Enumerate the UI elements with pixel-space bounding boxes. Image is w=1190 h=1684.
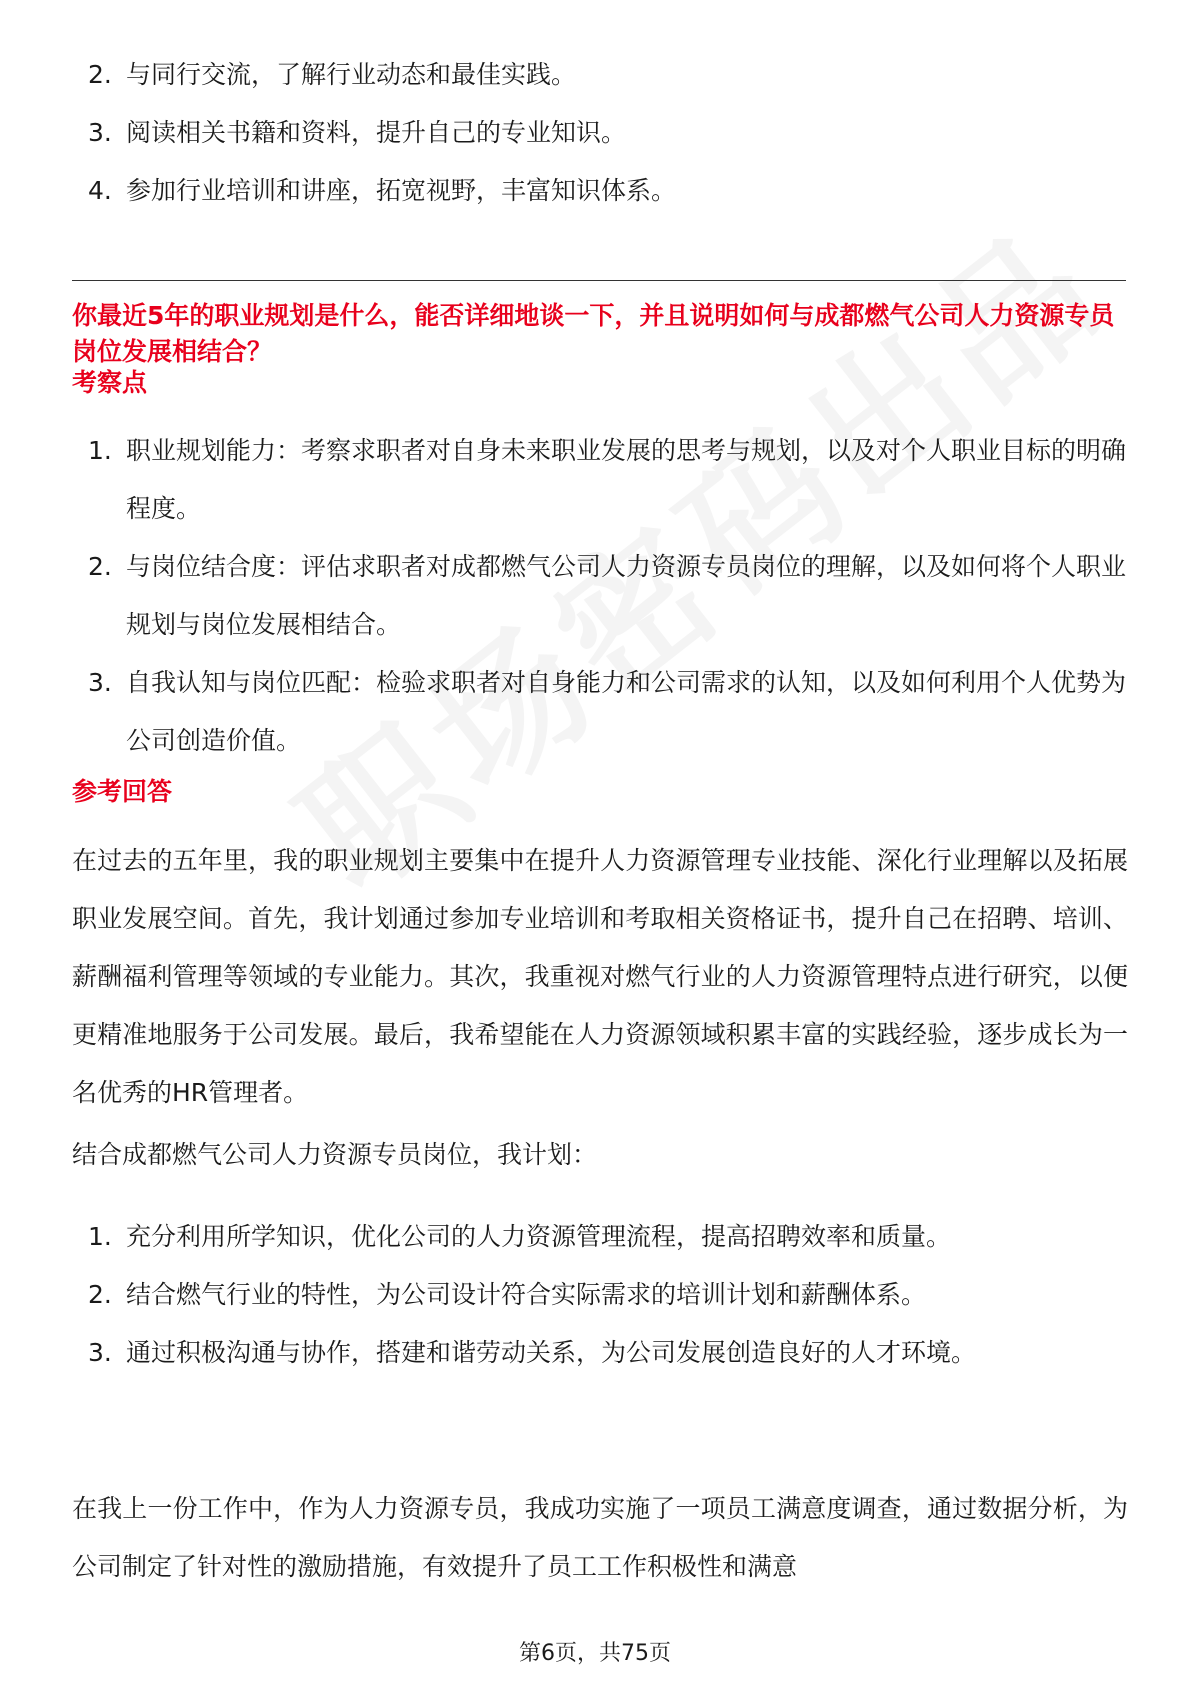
list-item: 3. 阅读相关书籍和资料，提升自己的专业知识。 [88,118,627,147]
answer-paragraph: 结合成都燃气公司人力资源专员岗位，我计划： [72,1140,598,1169]
list-item: 3. 通过积极沟通与协作，搭建和谐劳动关系，为公司发展创造良好的人才环境。 [88,1338,977,1367]
exam-points-list [72,422,1132,770]
top-list [72,46,1132,220]
answer-paragraph: 在过去的五年里，我的职业规划主要集中在提升人力资源管理专业技能、深化行业理解以及拓展职业发展空间。首先，我计划通过参加专业培训和考取相关资格证书，提升自己在招聘、培训、薪酬福利管理等领域的专业能力。其次，我重视对燃气行业的人力资源管理特点进行研究，以便更精准地服务于公司发展。最后，我希望能在人力资源领域积累丰富的实践经验，逐步成长为一名优秀的HR管理者。 [72,846,1128,1107]
exam-points-heading: 考察点 [72,368,148,397]
list-item: 3. 自我认知与岗位匹配：检验求职者对自身能力和公司需求的认知，以及如何利用个人优势为公司创造价值。 [88,668,1127,755]
plan-list [72,1208,1132,1382]
question-title: 你最近5年的职业规划是什么，能否详细地谈一下，并且说明如何与成都燃气公司人力资源专员岗位发展相结合？ [72,301,1115,366]
section-divider [72,280,1126,281]
reference-answer-heading: 参考回答 [72,777,173,806]
list-item: 2. 与岗位结合度：评估求职者对成都燃气公司人力资源专员岗位的理解，以及如何将个人职业规划与岗位发展相结合。 [88,552,1127,639]
page-number: 第6页，共75页 [519,1641,671,1666]
list-item: 2. 与同行交流，了解行业动态和最佳实践。 [88,60,577,89]
list-item: 2. 结合燃气行业的特性，为公司设计符合实际需求的培训计划和薪酬体系。 [88,1280,927,1309]
list-item: 1. 职业规划能力：考察求职者对自身未来职业发展的思考与规划，以及对个人职业目标的明确程度。 [88,436,1127,523]
answer-paragraph: 在我上一份工作中，作为人力资源专员，我成功实施了一项员工满意度调查，通过数据分析，为公司制定了针对性的激励措施，有效提升了员工工作积极性和满意 [72,1494,1128,1581]
list-item: 4. 参加行业培训和讲座，拓宽视野，丰富知识体系。 [88,176,677,205]
list-item: 1. 充分利用所学知识，优化公司的人力资源管理流程，提高招聘效率和质量。 [88,1222,952,1251]
